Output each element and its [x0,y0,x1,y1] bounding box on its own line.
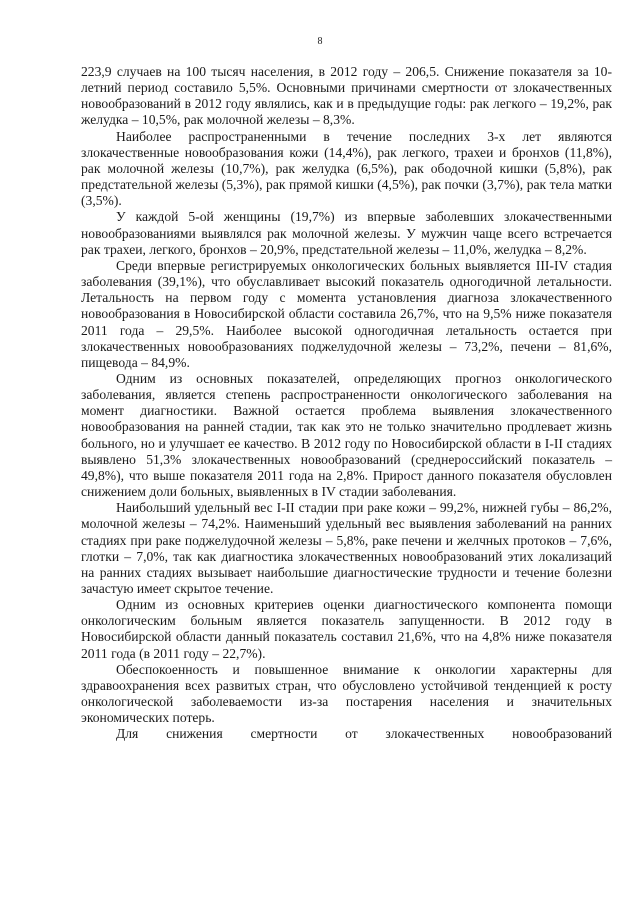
paragraph-mortality-continuation: 223,9 случаев на 100 тысяч населения, в 2012 году – 206,5. Снижение показателя за 10-летний период составило 5,5%. Основными причинами смертности от злокачественных новообразований в 2012 году являлись, как и в предыдущие годы: рак легкого – 19,2%, рак желудка – 10,5%, рак молочной железы – 8,3%. [81,64,612,128]
paragraph-early-detection: Одним из основных показателей, определяющих прогноз онкологического заболевания, является степень распространенности онкологического заболевания на момент диагностики. Важной остается проблема выявления злокачественного новообразования на ранней стадии, так как это не только значительно продлевает жизнь больного, но и улучшает ее качество. В 2012 году по Новосибирской области в I-II стадиях выявлено 51,3% злокачественных новообразований (среднероссийский показатель – 49,8%), что выше показателя 2011 года на 2,8%. Прирост данного показателя обусловлен снижением доли больных, выявленных в IV стадии заболевания. [81,370,612,500]
paragraph-oncology-attention: Обеспокоенность и повышенное внимание к онкологии характерны для здравоохранения всех развитых стран, что обусловлено устойчивой тенденцией к росту онкологической заболеваемости из-за постарения населения и значительных экономических потерь. [81,661,612,726]
paragraph-late-stage-lethality: Среди впервые регистрируемых онкологических больных выявляется III-IV стадия заболевания (39,1%), что обуславливает высокий показатель одногодичной летальности. Летальность на первом году с момента установления диагноза злокачественного новообразования в Новосибирской области составила 26,7%, что на 9,5% ниже показателя 2011 года – 29,5%. Наиболее высокой одногодичная летальность остается при злокачественных новообразованиях поджелудочной железы – 73,2%, печени – 81,6%, пищевода – 84,9%. [81,257,612,370]
page-number: 8 [317,36,323,47]
paragraph-mortality-reduction: Для снижения смертности от злокачественных новообразований [116,726,612,742]
paragraph-neglect-indicator: Одним из основных критериев оценки диагностического компонента помощи онкологическим больным является показатель запущенности. В 2012 году в Новосибирской области данный показатель составил 21,6%, что на 4,8% ниже показателя 2011 года (в 2011 году – 22,7%). [81,597,612,661]
paragraph-gender-incidence: У каждой 5-ой женщины (19,7%) из впервые заболевших злокачественными новообразованиями выявлялся рак молочной железы. У мужчин чаще всего встречается рак трахеи, легкого, бронхов – 20,9%, предстательной железы – 11,0%, желудка – 8,2%. [81,209,612,257]
paragraph-prevalent-cancers: Наиболее распространенными в течение последних 3-х лет являются злокачественные новообразования кожи (14,4%), рак легкого, трахеи и бронхов (11,8%), рак молочной железы (10,7%), рак желудка (6,5%), рак ободочной кишки (5,8%), рак предстательной железы (5,3%), рак прямой кишки (4,5%), рак почки (3,7%), рак тела матки (3,5%). [81,128,612,209]
paragraph-stage-distribution: Наибольший удельный вес I-II стадии при раке кожи – 99,2%, нижней губы – 86,2%, молочной железы – 74,2%. Наименьший удельный вес выявления заболеваний на ранних стадиях при раке поджелудочной железы – 5,8%, раке печени и желчных протоков – 7,6%, глотки – 7,0%, так как диагностика злокачественных новообразований этих локализаций на ранних стадиях вызывает наибольшие диагностические трудности и течение болезни зачастую имеет скрытое течение. [81,500,612,596]
document-body [81,64,612,743]
